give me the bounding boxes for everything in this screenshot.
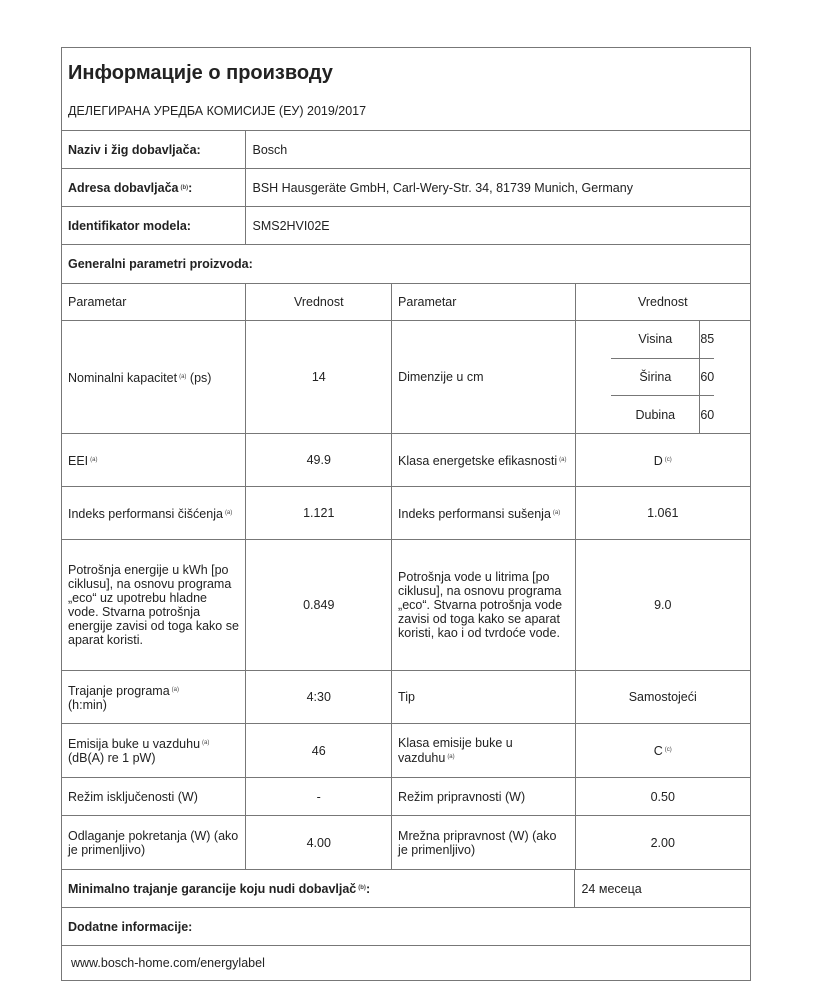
col-header-parameter-right: Parametar	[391, 284, 574, 320]
supplier-name-row	[62, 130, 750, 168]
warranty-label-text: Minimalno trajanje garancije koju nudi dobavljač	[68, 882, 357, 896]
general-parameters-row	[62, 244, 750, 283]
param-label: Mrežna pripravnost (W) (ako je primenljivo)	[391, 816, 574, 869]
warranty-label	[62, 870, 574, 907]
footnote-marker: (c)	[664, 747, 672, 753]
dimension-value: 85	[700, 332, 715, 347]
dimension-value: 60	[700, 370, 715, 384]
param-value: 46	[245, 724, 391, 777]
supplier-name-label: Naziv i žig dobavljača:	[68, 142, 201, 157]
dimension-name: Širina	[611, 359, 700, 396]
param-row-consumption	[62, 539, 750, 670]
model-identifier-label: Identifikator modela:	[68, 218, 191, 233]
model-identifier-row	[62, 206, 750, 244]
param-value: 0.849	[245, 540, 391, 670]
param-row-noise	[62, 723, 750, 777]
footnote-marker: (a)	[171, 686, 180, 693]
product-information-sheet	[61, 47, 751, 981]
param-label	[391, 434, 574, 486]
param-label	[62, 671, 245, 723]
param-label	[391, 487, 574, 539]
param-unit: (dB(A) re 1 pW)	[68, 751, 156, 765]
supplier-address-row	[62, 168, 750, 206]
param-value: 0.50	[575, 778, 750, 815]
param-value-text: C	[653, 744, 663, 758]
capacity-label-text: Nominalni kapacitet	[68, 370, 178, 385]
param-label-text: Emisija buke u vazduhu	[68, 737, 201, 751]
dimension-width	[611, 358, 714, 396]
footnote-marker: (a)	[224, 509, 233, 516]
param-label: Odlaganje pokretanja (W) (ako je primenljivo)	[68, 828, 239, 857]
param-label: Režim pripravnosti (W)	[391, 778, 574, 815]
dimension-height	[611, 321, 714, 358]
title-row	[62, 48, 750, 92]
col-header-value-left: Vrednost	[245, 284, 391, 320]
page-title: Информације о производу	[68, 62, 333, 84]
param-label	[62, 434, 245, 486]
param-row-performance	[62, 486, 750, 539]
col-header-parameter-left: Parametar	[68, 295, 127, 309]
warranty-label-suffix: :	[365, 882, 371, 896]
param-label-text: Trajanje programa	[68, 683, 170, 698]
additional-info-link-row	[62, 945, 750, 980]
param-label-text: Indeks performansi čišćenja	[68, 506, 223, 521]
supplier-name-value: Bosch	[245, 131, 750, 168]
param-label: Potrošnja energije u kWh [po ciklusu], na osnovu programa „eco“ uz upotrebu hladne vode. Stvarna potrošnja energije zavisi od toga kako se aparat koristi.	[68, 563, 239, 647]
dimension-value: 60	[700, 407, 715, 422]
general-parameters-heading: Generalni parametri proizvoda:	[68, 257, 253, 271]
param-row-delay-network	[62, 815, 750, 869]
param-value: -	[245, 778, 391, 815]
dimension-depth	[611, 395, 714, 433]
param-value: 49.9	[245, 434, 391, 486]
param-label-text: Indeks performansi sušenja	[398, 506, 551, 521]
energy-class-value	[575, 434, 750, 486]
param-row-duration	[62, 670, 750, 723]
dimensions-label: Dimenzije u cm	[391, 321, 574, 433]
model-identifier-value: SMS2HVI02E	[245, 207, 750, 244]
param-label	[391, 724, 574, 777]
param-value: 4:30	[245, 671, 391, 723]
parameters-header-row	[62, 283, 750, 320]
param-value: 9.0	[575, 540, 750, 670]
footnote-marker: (a)	[552, 509, 561, 516]
subtitle-row	[62, 92, 750, 130]
param-value-text: D	[653, 453, 663, 468]
param-value: Samostojeći	[575, 671, 750, 723]
footnote-marker: (c)	[664, 456, 672, 463]
footnote-marker: (a)	[90, 456, 98, 463]
param-label	[62, 724, 245, 777]
supplier-address-value: BSH Hausgeräte GmbH, Carl-Wery-Str. 34, 81739 Munich, Germany	[245, 169, 750, 206]
param-label: Režim isključenosti (W)	[68, 789, 198, 804]
param-row-power-modes	[62, 777, 750, 815]
energy-label-link[interactable]: www.bosch-home.com/energylabel	[71, 956, 265, 970]
dimension-name: Visina	[611, 321, 700, 358]
capacity-value: 14	[245, 321, 391, 433]
param-label: Potrošnja vode u litrima [po ciklusu], na osnovu programa „eco“. Stvarna potrošnja vode zavisi od toga kako se aparat koristi, kao i od tvrdoće vode.	[391, 540, 574, 670]
param-label-text: Klasa energetske efikasnosti	[398, 453, 558, 468]
param-label-text: EEI	[68, 453, 89, 468]
capacity-label	[62, 321, 245, 433]
col-header-value-right: Vrednost	[575, 284, 750, 320]
address-label-suffix: :	[188, 180, 193, 195]
footnote-marker: (a)	[202, 740, 210, 746]
param-label	[62, 487, 245, 539]
param-row-eei	[62, 433, 750, 486]
warranty-row	[62, 869, 750, 907]
param-value: 1.121	[245, 487, 391, 539]
param-value: 1.061	[575, 487, 750, 539]
additional-info-row	[62, 907, 750, 945]
additional-info-heading: Dodatne informacije:	[68, 919, 193, 934]
param-label: Tip	[391, 671, 574, 723]
param-unit: (h:min)	[68, 697, 107, 712]
noise-class-value	[575, 724, 750, 777]
param-label-text: Klasa emisije buke u vazduhu	[398, 736, 513, 765]
footnote-marker: (a)	[559, 456, 567, 463]
footnote-marker: (b)	[358, 885, 366, 891]
param-value: 2.00	[575, 816, 750, 869]
param-value: 4.00	[245, 816, 391, 869]
dimensions-table	[575, 321, 750, 433]
address-label-text: Adresa dobavljača	[68, 180, 179, 195]
dimension-name: Dubina	[611, 396, 700, 433]
regulation-subtitle: ДЕЛЕГИРАНА УРЕДБА КОМИСИЈЕ (ЕУ) 2019/2017	[68, 104, 367, 118]
capacity-dimensions-row	[62, 320, 750, 433]
footnote-marker: (b)	[180, 184, 189, 191]
warranty-value: 24 месеца	[574, 870, 750, 907]
footnote-marker: (a)	[179, 373, 187, 380]
capacity-unit: (ps)	[186, 370, 212, 385]
footnote-marker: (a)	[447, 754, 455, 760]
supplier-address-label	[62, 169, 245, 206]
